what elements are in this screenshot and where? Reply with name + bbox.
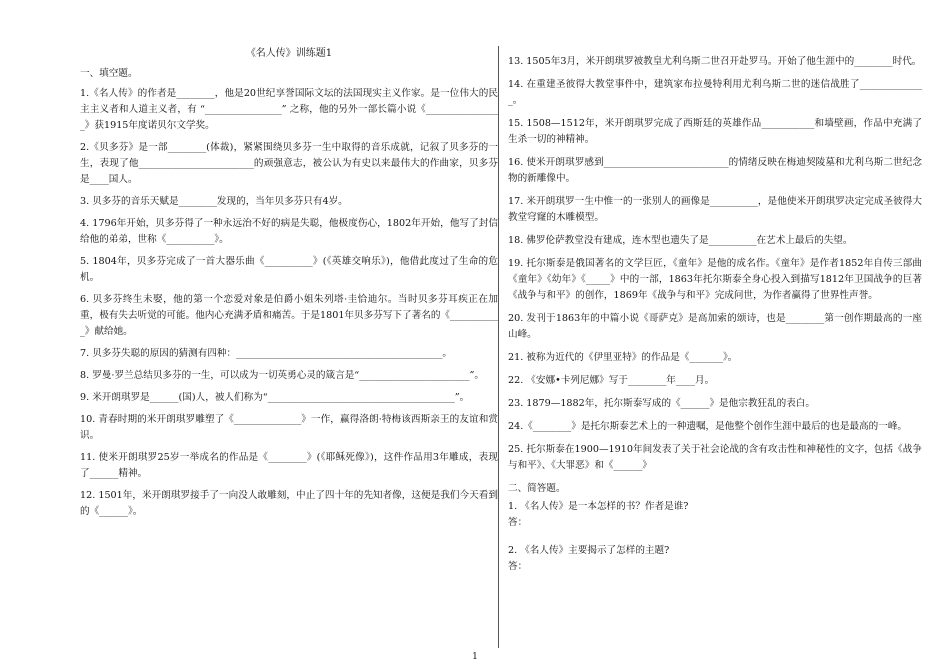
left-column [80,46,498,526]
question-19: 19. 托尔斯泰是俄国著名的文学巨匠，《童年》是他的成名作。《童年》是作者1852年自传三部曲《童年》《幼年》《_____》中的一部，1863年托尔斯泰全身心投入到描写1812年卫国战争的巨著《战争与和平》的创作，1869年《战争与和平》完成问世，为作者赢得了世界性声誉。 [508,258,922,301]
short-answer-question-1: 1. 《名人传》是一本怎样的书？作者是谁? [508,501,689,512]
right-column [508,54,922,589]
question-11: 11. 使米开朗琪罗25岁一举成名的作品是《________》(《耶稣死像》)，这件作品用3年雕成，表现了______精神。 [80,452,498,479]
question-21: 21. 被称为近代的《伊里亚特》的作品是《_______》。 [508,352,738,363]
question-16: 16. 使米开朗琪罗感到__________________________的情绪反映在梅迪契陵墓和尤利乌斯二世纪念物的新雕像中。 [508,157,922,184]
short-answer-question-2: 2. 《名人传》主要揭示了怎样的主题? [508,545,670,556]
question-4: 4. 1796年开始，贝多芬得了一种永远治不好的病是失聪，他极度伤心，1802年开始，他写了封信给他的弟弟，世称《__________》。 [80,218,498,245]
question-5: 5. 1804年，贝多芬完成了一首大器乐曲《__________》(《英雄交响乐》)，他借此度过了生命的危机。 [80,256,498,283]
column-divider [498,46,499,648]
fill-blank-heading: 一、填空题。 [80,68,138,79]
question-18: 18. 佛罗伦萨教堂没有建成，连木型也遗失了是__________在艺术上最后的失望。 [508,235,853,246]
short-answer-answer-1: 答： [508,517,528,528]
question-17: 17. 米开朗琪罗一生中惟一的一张别人的画像是__________，是他使米开朗琪罗决定完成圣彼得大教堂穹窿的木雕模型。 [508,196,922,223]
document-title: 《名人传》训练题1 [245,48,333,59]
question-6: 6. 贝多芬终生未娶，他的第一个恋爱对象是伯爵小姐朱列塔·圭恰迪尔。当时贝多芬耳疾正在加重，极有失去听觉的可能。他内心充满矛盾和痛苦。于是1801年贝多芬写下了著名的《___________》献给她。 [80,294,498,337]
question-7: 7. 贝多芬失聪的原因的猜测有四种：___________________________________________。 [80,348,452,359]
question-14: 14. 在重建圣彼得大教堂事件中，建筑家布拉曼特利用尤利乌斯二世的迷信战胜了______________。 [508,79,922,106]
question-12: 12. 1501年，米开朗琪罗接手了一向没人敢雕刻，中止了四十年的先知者像，这便是我们今天看到的《______》。 [80,490,498,517]
question-15: 15. 1508—1512年，米开朗琪罗完成了西斯廷的英雄作品___________和墙壁画，作品中充满了生杀一切的神精神。 [508,118,922,145]
question-1: 1.《名人传》的作者是________，他是20世纪享誉国际文坛的法国现实主义作家。是一位伟大的民主主义者和人道主义者，有 “________________” 之称，他的另外一部长篇小说《________________》获1915年度诺贝尔文学奖。 [80,88,498,131]
question-22: 22. 《安娜•卡列尼娜》写于________年____月。 [508,375,715,386]
question-3: 3. 贝多芬的音乐天赋是________发现的，当年贝多芬只有4岁。 [80,196,348,207]
question-25: 25. 托尔斯泰在1900—1910年间发表了关于社会论战的含有攻击性和神秘性的文字，包括《战争与和平》、《大罪恶》和《______》 [508,444,922,471]
question-10: 10. 青春时期的米开朗琪罗雕塑了《______________》一作，赢得洛朗·特梅该西斯亲王的友谊和赏识。 [80,414,498,441]
question-13: 13. 1505年3月，米开朗琪罗被教皇尤利乌斯二世召开赴罗马。开始了他生涯中的________时代。 [508,56,922,67]
short-answer-heading: 二、简答题。 [508,483,566,494]
question-9: 9. 米开朗琪罗是______(国)人，被人们称为“_______________________________________”。 [80,392,470,403]
question-2: 2.《贝多芬》是一部________(体裁)，紧紧围绕贝多芬一生中取得的音乐成就，记叙了贝多芬的一生，表现了他________________________的顽强意志，被公认为有史以来最伟大的作曲家，贝多芬是____国人。 [80,142,498,185]
question-23: 23. 1879—1882年，托尔斯泰写成的《______》是他宗教狂乱的表白。 [508,398,815,409]
short-answer-answer-2: 答： [508,561,528,572]
question-20: 20. 发刊于1863年的中篇小说《哥萨克》是高加索的颂诗，也是________第一创作期最高的一座山峰。 [508,313,922,340]
question-8: 8. 罗曼·罗兰总结贝多芬的一生，可以成为一切英勇心灵的箴言是“_______________________”。 [80,370,485,381]
page-number: 1 [472,652,478,662]
question-24: 24.《________》是托尔斯泰艺术上的一种遗嘱，是他整个创作生涯中最后的也是最高的一峰。 [508,421,908,432]
